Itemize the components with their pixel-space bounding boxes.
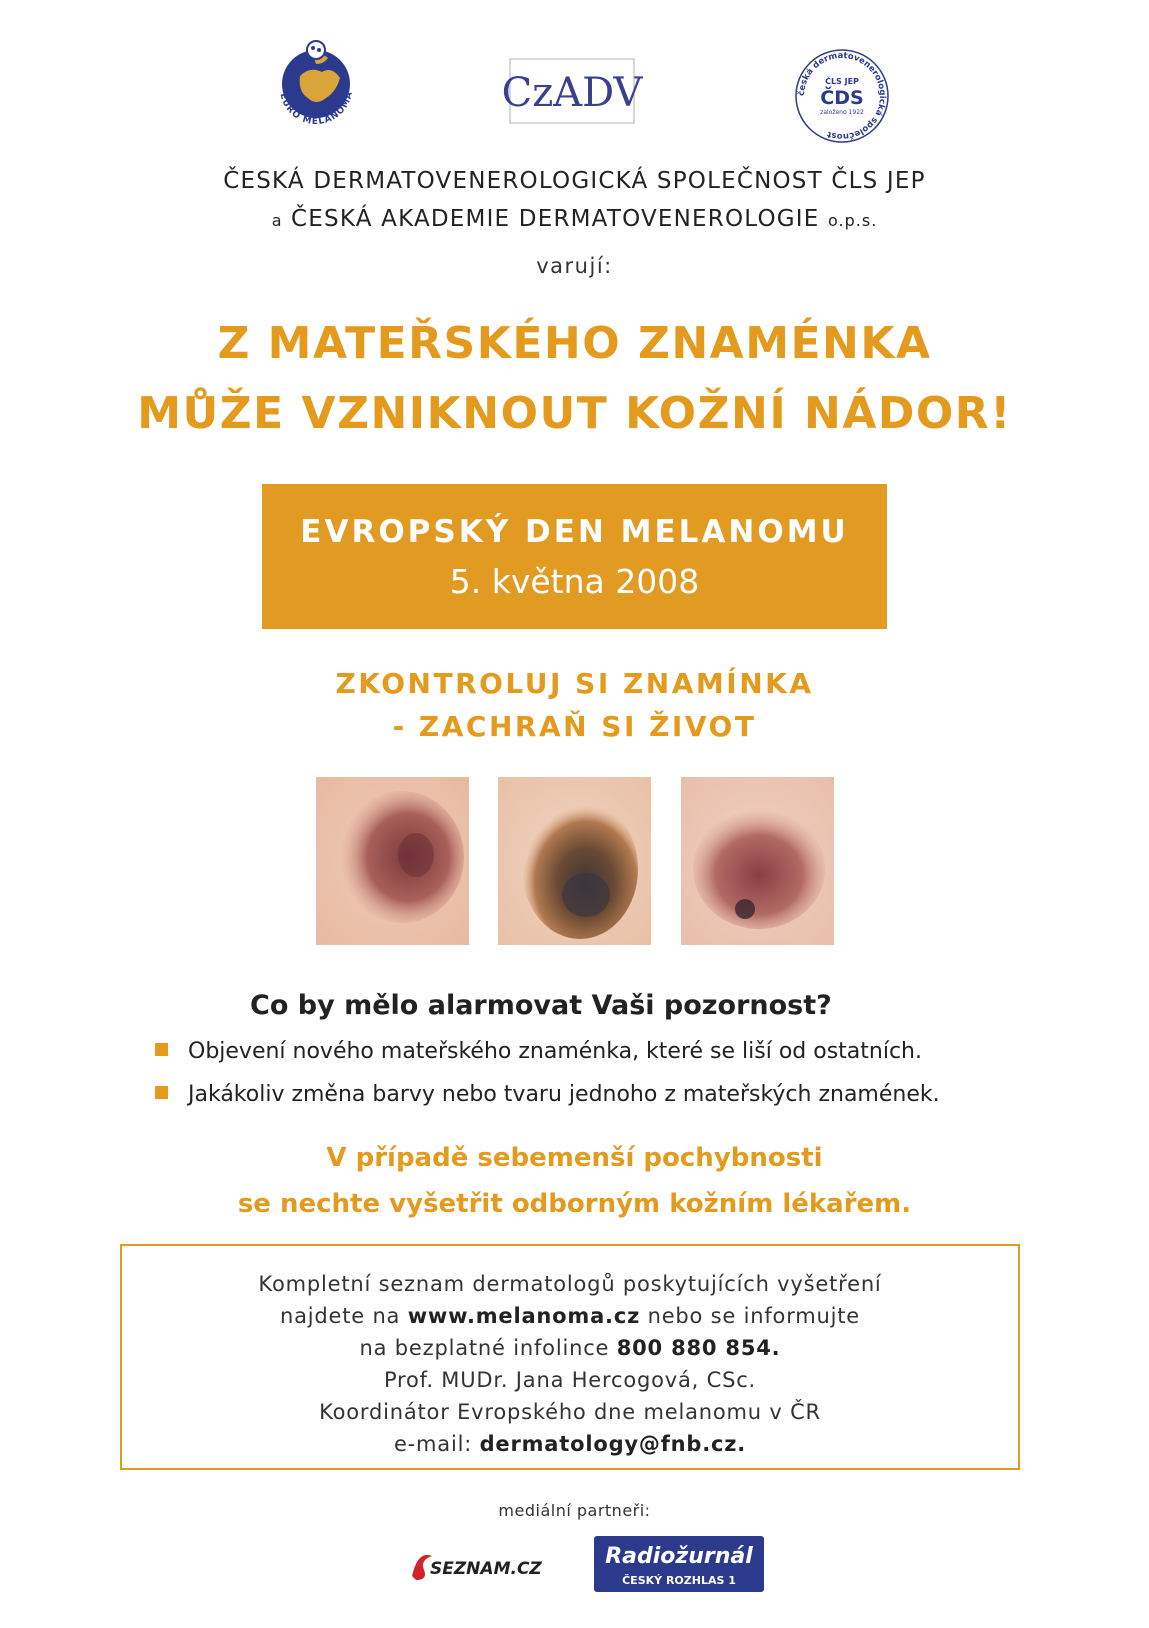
svg-text:SEZNAM.CZ: SEZNAM.CZ — [430, 1559, 542, 1579]
svg-text:Radiožurnál: Radiožurnál — [605, 1544, 753, 1569]
infoline-phone: 800 880 854. — [616, 1336, 781, 1360]
event-banner — [262, 484, 887, 629]
svg-text:ČDS: ČDS — [820, 87, 864, 109]
list-item — [155, 1082, 940, 1107]
slogan-line-1: ZKONTROLUJ SI ZNAMÍNKA — [335, 667, 814, 700]
bullet-text: Jakákoliv změna barvy nebo tvaru jednoho z mateřských znamének. — [188, 1082, 940, 1107]
svg-text:ČLS JEP: ČLS JEP — [825, 77, 859, 86]
website-link[interactable]: www.melanoma.cz — [407, 1304, 641, 1328]
cds-logo — [792, 46, 892, 146]
info-line-6 — [122, 1428, 1018, 1460]
info-line-1: Kompletní seznam dermatologů poskytujících vyšetření — [258, 1272, 882, 1296]
question-heading: Co by mělo alarmovat Vaši pozornost? — [250, 990, 832, 1021]
email-link[interactable]: dermatology@fnb.cz. — [479, 1432, 747, 1456]
event-title: EVROPSKÝ DEN MELANOMU — [300, 514, 849, 550]
euro-melanoma-logo — [270, 36, 362, 136]
list-item — [155, 1039, 922, 1064]
org-name: ČESKÁ AKADEMIE DERMATOVENEROLOGIE — [291, 206, 820, 232]
partners-label: mediální partneři: — [498, 1501, 651, 1520]
svg-text:CzADV: CzADV — [501, 70, 643, 116]
info-line-4: Prof. MUDr. Jana Hercogová, CSc. — [383, 1368, 757, 1392]
bullet-text: Objevení nového mateřského znaménka, které se liší od ostatních. — [188, 1039, 922, 1064]
info-line-3 — [122, 1332, 1018, 1364]
mole-photo-3 — [681, 777, 834, 945]
radiozurnal-logo — [594, 1536, 764, 1592]
svg-text:EURO MELANOMA: EURO MELANOMA — [277, 90, 355, 128]
bullet-square-icon — [155, 1086, 168, 1099]
svg-text:ČESKÝ ROZHLAS 1: ČESKÝ ROZHLAS 1 — [622, 1574, 736, 1587]
mole-photo-2 — [498, 777, 651, 945]
info-line-2 — [122, 1300, 1018, 1332]
warn-label: varují: — [536, 254, 613, 278]
org-suffix: o.p.s. — [828, 211, 878, 230]
svg-text:česká dermatovenerologická spo: česká dermatovenerologická společnost — [796, 50, 888, 142]
mole-photo-1 — [316, 777, 469, 945]
organization-line-1: ČESKÁ DERMATOVENEROLOGICKÁ SPOLEČNOST ČLS JEP — [223, 168, 926, 194]
bullet-square-icon — [155, 1043, 168, 1056]
headline-line-1: Z MATEŘSKÉHO ZNAMÉNKA — [217, 318, 932, 369]
organization-line-2 — [0, 206, 1149, 232]
info-text: najdete na — [279, 1304, 408, 1328]
advice-line-1: V případě sebemenší pochybnosti — [326, 1143, 823, 1173]
info-text: na bezplatné infolince — [359, 1336, 617, 1360]
info-text: e-mail: — [393, 1432, 480, 1456]
advice-line-2: se nechte vyšetřit odborným kožním lékařem. — [237, 1189, 912, 1219]
info-text: nebo se informujte — [640, 1304, 861, 1328]
headline-line-2: MŮŽE VZNIKNOUT KOŽNÍ NÁDOR! — [137, 388, 1012, 439]
info-line-5: Koordinátor Evropského dne melanomu v ČR — [319, 1400, 821, 1424]
seznam-logo — [408, 1546, 558, 1586]
svg-text:založeno 1922: založeno 1922 — [820, 109, 864, 116]
contact-info-box — [120, 1244, 1020, 1470]
czadv-logo — [501, 58, 643, 124]
event-date: 5. května 2008 — [449, 562, 700, 601]
slogan-line-2: - ZACHRAŇ SI ŽIVOT — [392, 710, 757, 743]
org-prefix: a — [271, 211, 283, 230]
